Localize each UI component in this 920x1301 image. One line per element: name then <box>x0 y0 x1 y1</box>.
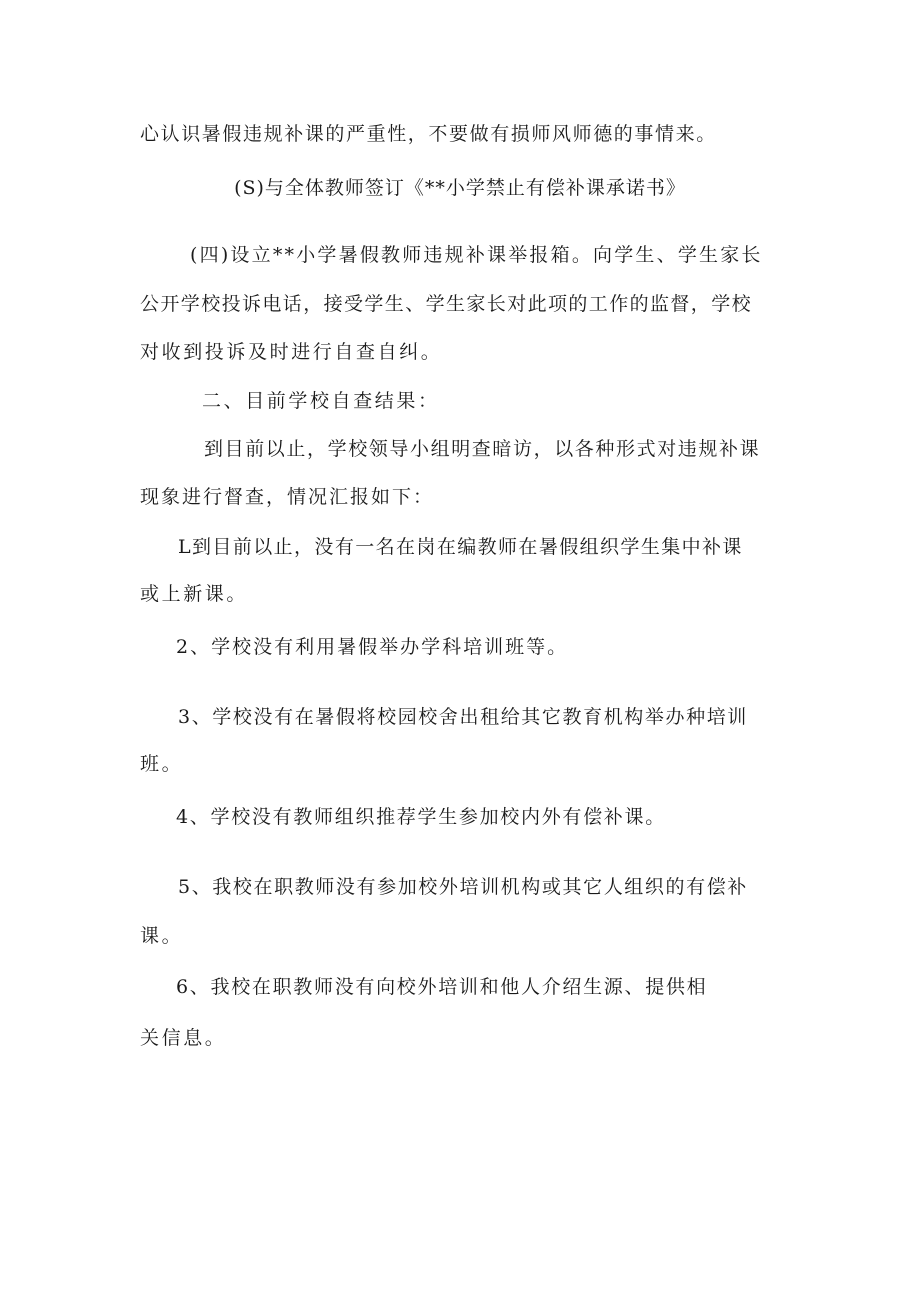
text-line: 现象进行督查，情况汇报如下： <box>140 486 435 508</box>
text-line: 公开学校投诉电话，接受学生、学生家长对此项的工作的监督，学校 <box>140 293 753 315</box>
list-item: L到目前以止，没有一名在岗在编教师在暑假组织学生集中补课 <box>178 536 743 558</box>
list-item: 5、我校在职教师没有参加校外培训机构或其它人组织的有偿补 <box>178 876 748 898</box>
text-line: 到目前以止，学校领导小组明查暗访，以各种形式对违规补课 <box>204 438 761 460</box>
section-heading: 二、目前学校自查结果： <box>202 390 440 412</box>
text-line: 课。 <box>140 925 184 947</box>
text-line: 班。 <box>140 753 184 775</box>
text-line: 心认识暑假违规补课的严重性，不要做有损师风师德的事情来。 <box>140 123 717 145</box>
list-item: 6、我校在职教师没有向校外培训和他人介绍生源、提供相 <box>176 976 708 998</box>
text-line: (四)设立**小学暑假教师违规补课举报箱。向学生、学生家长 <box>190 244 763 266</box>
text-line: 关信息。 <box>140 1027 227 1049</box>
section-heading: (S)与全体教师签订《**小学禁止有偿补课承诺书》 <box>234 177 686 199</box>
list-item: 3、学校没有在暑假将校园校舍出租给其它教育机构举办种培训 <box>178 706 748 728</box>
text-line: 对收到投诉及时进行自查自纠。 <box>140 341 443 363</box>
list-item: 4、学校没有教师组织推荐学生参加校内外有偿补课。 <box>176 806 666 828</box>
list-item: 2、学校没有利用暑假举办学科培训班等。 <box>176 636 569 658</box>
text-line: 或上新课。 <box>140 583 249 605</box>
